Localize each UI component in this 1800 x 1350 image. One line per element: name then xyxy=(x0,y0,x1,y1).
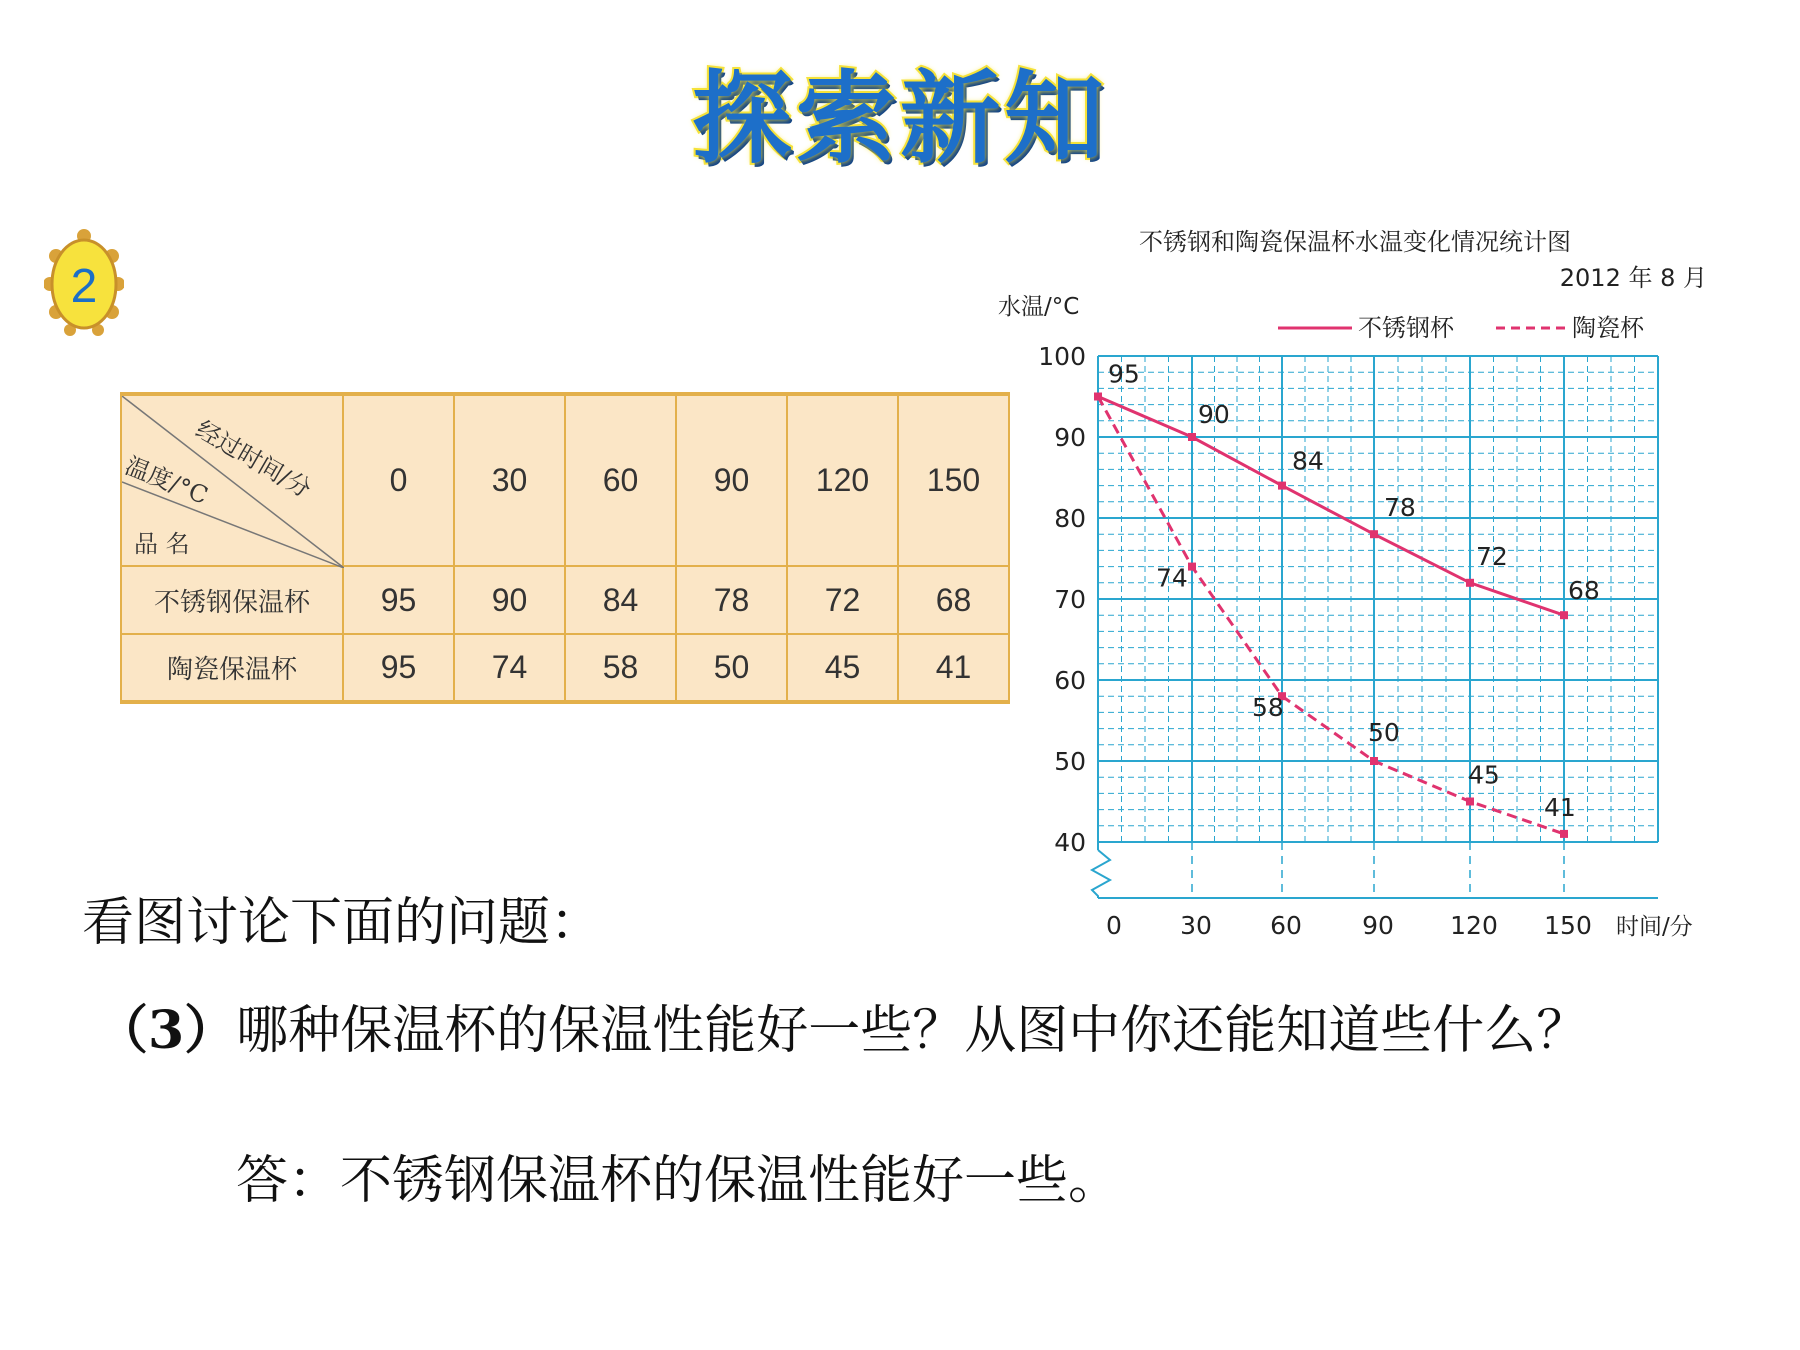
table-cell: 95 xyxy=(343,634,454,702)
table-cell: 45 xyxy=(787,634,898,702)
data-label: 72 xyxy=(1476,541,1508,571)
corner-time-label: 经过时间/分 xyxy=(191,415,316,504)
data-label: 84 xyxy=(1292,446,1324,476)
y-tick-label: 50 xyxy=(1054,747,1086,776)
data-label: 78 xyxy=(1384,493,1416,523)
data-point xyxy=(1560,830,1568,838)
data-point xyxy=(1560,611,1568,619)
y-tick-labels xyxy=(1038,342,1086,857)
table-row xyxy=(121,634,1009,702)
x-tick-label: 90 xyxy=(1362,911,1394,940)
data-point xyxy=(1278,482,1286,490)
data-label: 95 xyxy=(1108,359,1140,389)
row-name: 陶瓷保温杯 xyxy=(121,634,343,702)
x-tick-label: 150 xyxy=(1544,911,1592,940)
y-tick-label: 60 xyxy=(1054,666,1086,695)
table-cell: 68 xyxy=(898,566,1009,634)
data-label: 50 xyxy=(1368,718,1400,747)
table-cell: 95 xyxy=(343,566,454,634)
x-tick-label: 120 xyxy=(1450,911,1498,940)
y-tick-label: 80 xyxy=(1054,504,1086,533)
table-cell: 50 xyxy=(676,634,787,702)
data-point xyxy=(1370,757,1378,765)
legend-label: 不锈钢杯 xyxy=(1358,314,1454,342)
question-intro: 看图讨论下面的问题： xyxy=(82,893,603,953)
legend-label: 陶瓷杯 xyxy=(1572,314,1644,342)
data-labels xyxy=(1108,360,1600,822)
column-header: 60 xyxy=(565,394,676,566)
line-chart xyxy=(990,222,1710,952)
x-tick-label: 0 xyxy=(1106,911,1122,940)
table-cell: 41 xyxy=(898,634,1009,702)
data-point xyxy=(1370,530,1378,538)
question-number: （3） xyxy=(96,1000,237,1061)
table-corner-header xyxy=(121,394,343,566)
data-label: 74 xyxy=(1156,563,1188,593)
row-name: 不锈钢保温杯 xyxy=(121,566,343,634)
table-cell: 84 xyxy=(565,566,676,634)
table-cell: 58 xyxy=(565,634,676,702)
data-label: 90 xyxy=(1198,400,1230,429)
x-axis-label: 时间/分 xyxy=(1616,914,1693,940)
table-cell: 90 xyxy=(454,566,565,634)
data-point xyxy=(1188,563,1196,571)
y-tick-label: 100 xyxy=(1038,342,1086,371)
slide-title: 探索新知 xyxy=(692,60,1108,177)
x-tick-labels xyxy=(1106,911,1592,940)
column-header: 150 xyxy=(898,394,1009,566)
axis-break xyxy=(1092,850,1110,898)
data-label: 58 xyxy=(1252,693,1284,723)
table-cell: 74 xyxy=(454,634,565,702)
answer-text: 答：不锈钢保温杯的保温性能好一些。 xyxy=(236,1151,1121,1211)
table-cell: 78 xyxy=(676,566,787,634)
chart-title: 不锈钢和陶瓷保温杯水温变化情况统计图 xyxy=(1139,228,1571,256)
column-header: 120 xyxy=(787,394,898,566)
corner-name-label: 品 名 xyxy=(134,530,190,558)
number-badge xyxy=(44,226,124,338)
column-header: 0 xyxy=(343,394,454,566)
x-tick-label: 30 xyxy=(1180,911,1212,940)
chart-subtitle: 2012 年 8 月 xyxy=(1559,264,1707,292)
data-point xyxy=(1188,433,1196,441)
question-3 xyxy=(96,988,1588,1063)
data-table xyxy=(120,392,1008,702)
data-label: 41 xyxy=(1544,792,1576,822)
y-tick-label: 70 xyxy=(1054,585,1086,614)
x-tick-label: 60 xyxy=(1270,911,1302,940)
table-row xyxy=(121,566,1009,634)
y-axis-label: 水温/°C xyxy=(998,294,1080,320)
column-header: 30 xyxy=(454,394,565,566)
corner-temp-label: 温度/°C xyxy=(121,451,212,510)
data-point xyxy=(1466,579,1474,587)
y-tick-label: 40 xyxy=(1054,828,1086,857)
legend xyxy=(1278,314,1645,342)
badge-number: 2 xyxy=(70,260,98,313)
question-text: 哪种保温杯的保温性能好一些？从图中你还能知道些什么？ xyxy=(236,1001,1589,1061)
y-tick-label: 90 xyxy=(1054,423,1086,452)
data-point xyxy=(1094,393,1102,401)
data-point xyxy=(1466,798,1474,806)
data-label: 45 xyxy=(1468,760,1500,790)
data-label: 68 xyxy=(1568,576,1600,606)
column-header: 90 xyxy=(676,394,787,566)
table-cell: 72 xyxy=(787,566,898,634)
